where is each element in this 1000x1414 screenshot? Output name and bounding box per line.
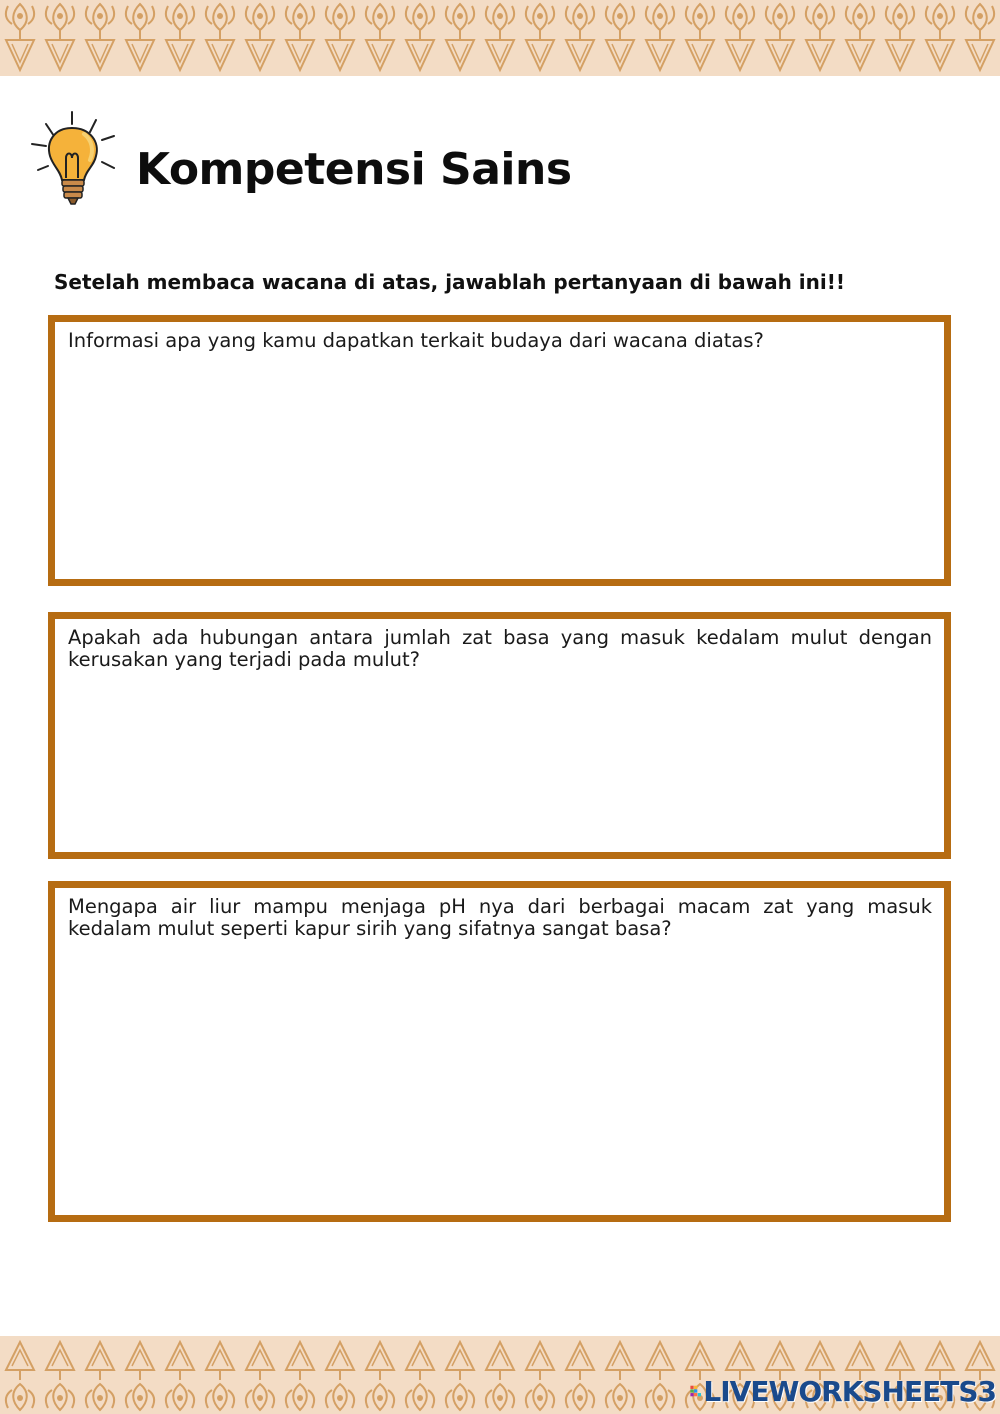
top-ornamental-border	[0, 0, 1000, 76]
page-title: Kompetensi Sains	[136, 144, 572, 195]
liveworksheets-brand: LIVEWORKSHEETS	[703, 1374, 978, 1408]
question-box-2	[48, 612, 951, 859]
lightbulb-icon	[28, 110, 124, 210]
liveworksheets-blocks-icon	[690, 1377, 701, 1405]
page-number: 3	[977, 1374, 996, 1408]
question-text-1: Informasi apa yang kamu dapatkan terkait budaya dari wacana diatas?	[68, 329, 764, 352]
ornament-pattern-top	[0, 0, 1000, 76]
question-box-3	[48, 881, 951, 1222]
liveworksheets-logo[interactable]	[690, 1374, 996, 1408]
title-row	[28, 110, 728, 220]
question-text-2: Apakah ada hubungan antara jumlah zat basa yang masuk kedalam mulut dengan kerusakan yang terjadi pada mulut?	[68, 626, 932, 671]
instruction-text: Setelah membaca wacana di atas, jawablah pertanyaan di bawah ini!!	[54, 270, 845, 294]
question-box-1	[48, 315, 951, 586]
answer-input-1[interactable]	[68, 362, 932, 562]
question-text-3: Mengapa air liur mampu menjaga pH nya dari berbagai macam zat yang masuk kedalam mulut seperti kapur sirih yang sifatnya sangat basa?	[68, 895, 932, 940]
answer-input-2[interactable]	[68, 681, 932, 841]
answer-input-3[interactable]	[68, 950, 932, 1205]
